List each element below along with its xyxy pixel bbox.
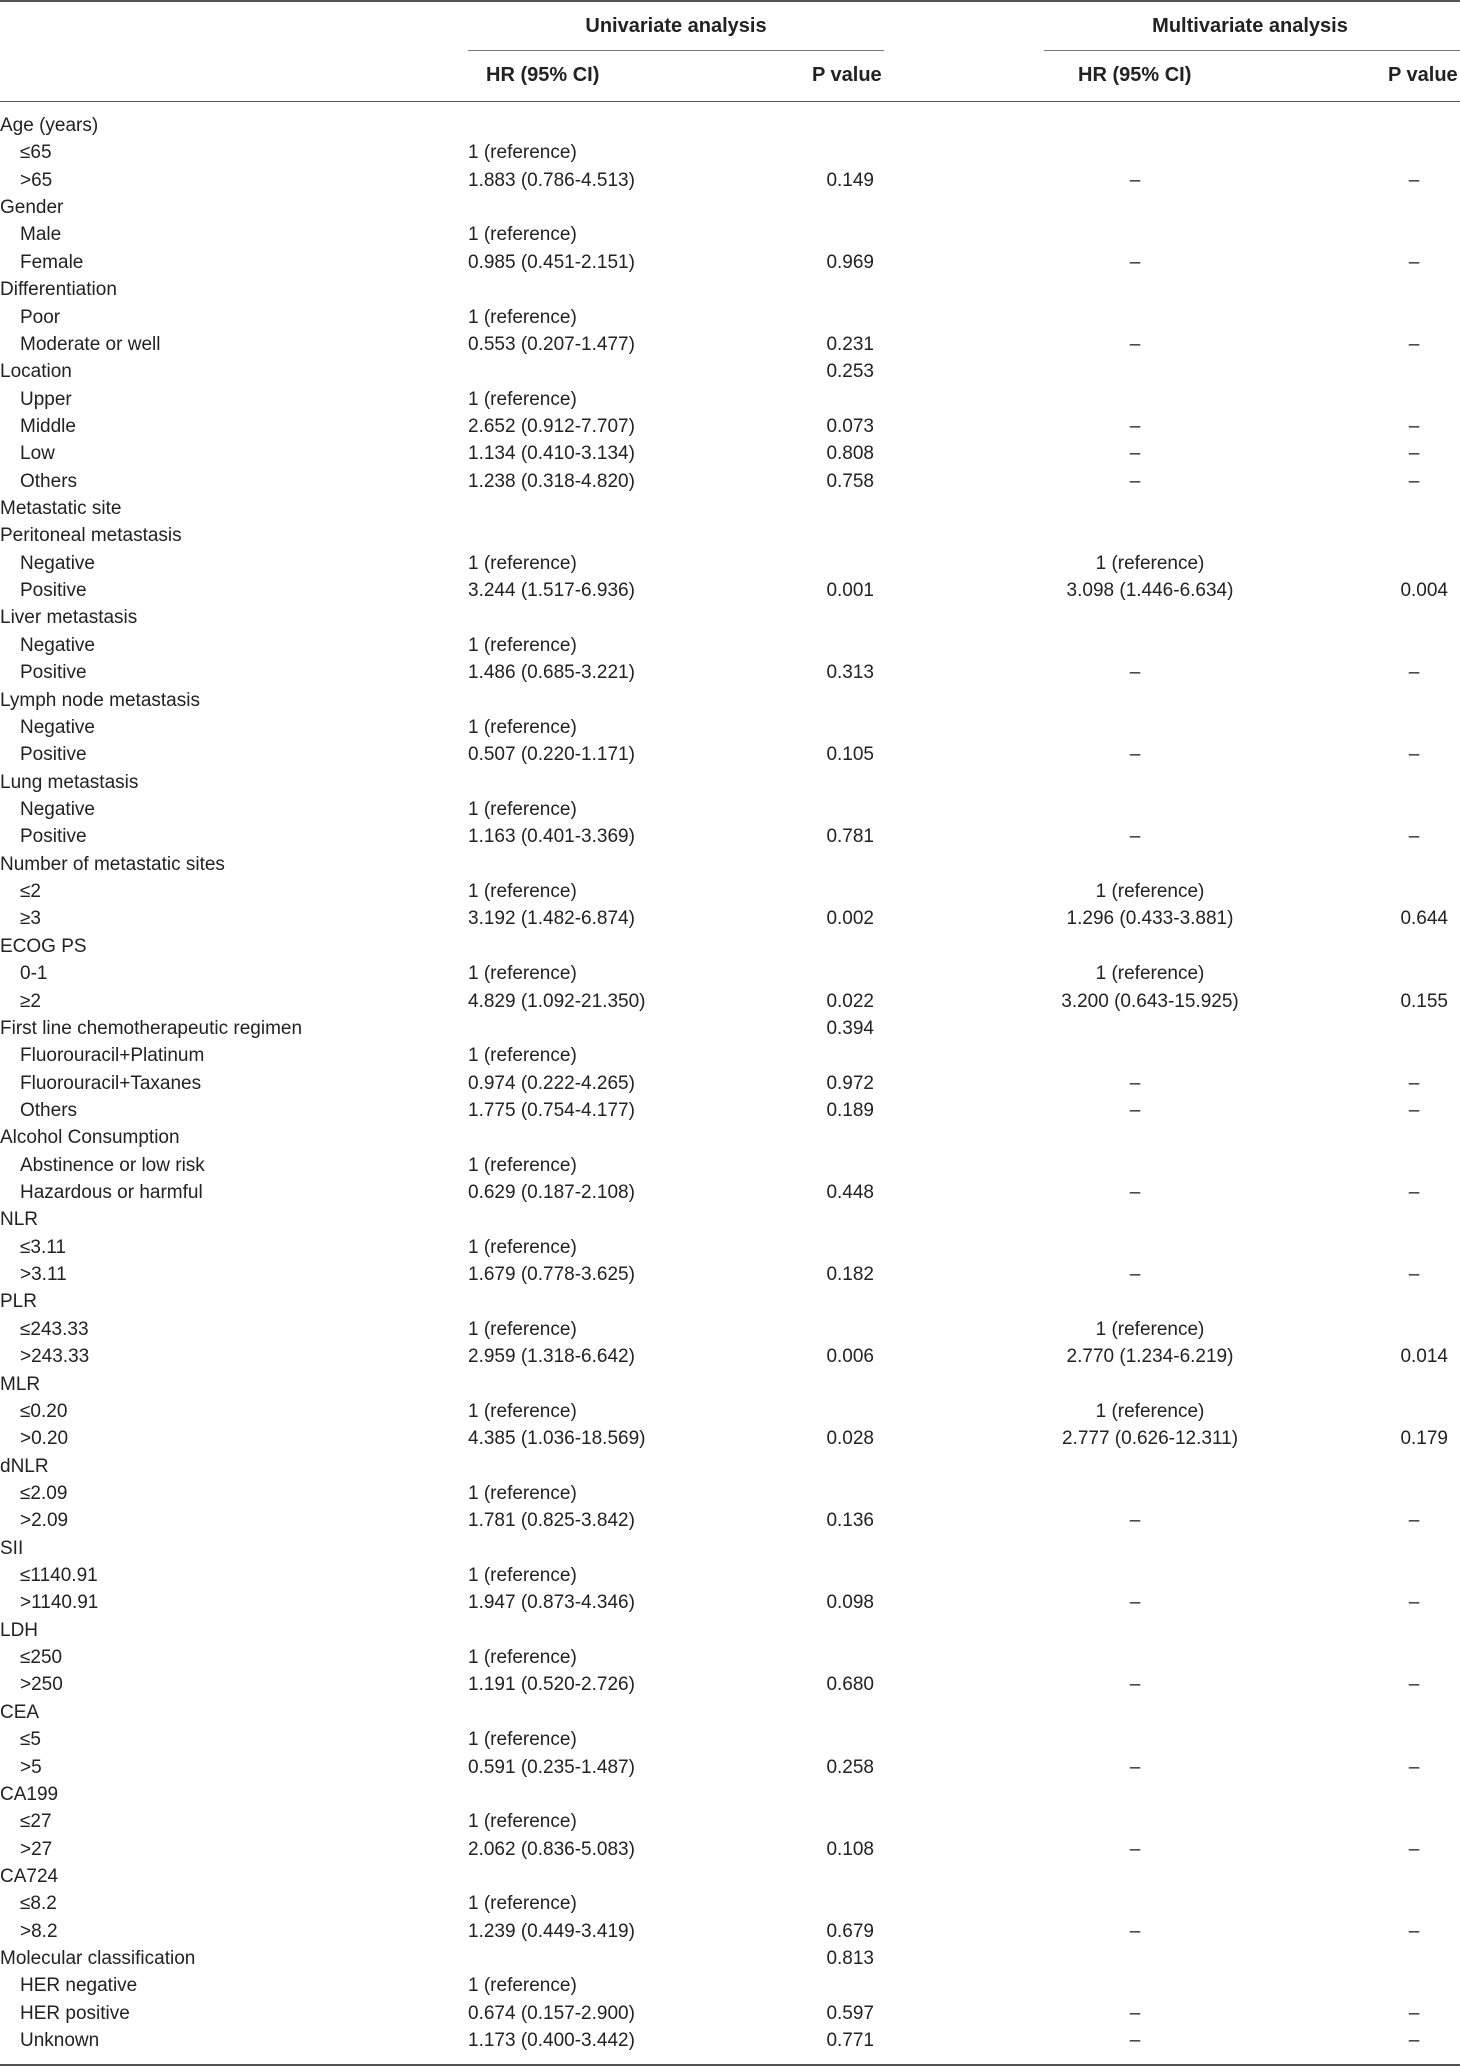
row-label: Negative <box>20 634 95 656</box>
row-label: Low <box>20 443 55 465</box>
row-label: dNLR <box>0 1455 49 1477</box>
multivariate-p-cell: 0.014 <box>1400 1346 1448 1368</box>
table-row-level <box>0 1562 1460 1589</box>
row-label: Middle <box>20 415 76 437</box>
univariate-hr-cell: 4.829 (1.092-21.350) <box>468 990 646 1012</box>
multivariate-p-cell: – <box>1408 1756 1420 1778</box>
row-label: Others <box>20 1099 78 1121</box>
univariate-hr-cell: 0.507 (0.220-1.171) <box>468 744 635 766</box>
table-row-level <box>0 386 1460 413</box>
univariate-hr-cell: 4.385 (1.036-18.569) <box>468 1428 646 1450</box>
table-row-level <box>0 1589 1460 1616</box>
univariate-p-cell: 0.002 <box>826 908 874 930</box>
table-row-variable <box>0 1699 1460 1726</box>
table-row-level <box>0 1918 1460 1945</box>
row-label: ≤2.09 <box>20 1482 68 1504</box>
row-label: >0.20 <box>20 1428 69 1450</box>
row-label: Positive <box>20 744 87 766</box>
multivariate-hr-cell: – <box>1129 1920 1141 1942</box>
row-label: Fluorouracil+Platinum <box>20 1045 205 1067</box>
table-row-level <box>0 1343 1460 1370</box>
table-row-level <box>0 1836 1460 1863</box>
table-row-level <box>0 988 1460 1015</box>
univariate-hr-cell: 1 (reference) <box>468 1647 577 1669</box>
multivariate-p-cell: – <box>1408 1072 1420 1094</box>
univariate-hr-cell: 0.974 (0.222-4.265) <box>468 1072 635 1094</box>
multivariate-p-header: P value <box>1388 64 1458 86</box>
univariate-hr-cell: 1 (reference) <box>468 1975 577 1997</box>
univariate-p-cell: 0.448 <box>826 1182 874 1204</box>
table-row-variable <box>0 522 1460 549</box>
multivariate-hr-cell: – <box>1129 826 1141 848</box>
multivariate-p-cell: – <box>1408 1838 1420 1860</box>
univariate-hr-cell: 1 (reference) <box>468 1811 577 1833</box>
multivariate-p-cell: – <box>1408 1592 1420 1614</box>
multivariate-hr-cell: – <box>1129 2030 1141 2052</box>
multivariate-hr-cell: – <box>1129 1072 1141 1094</box>
table-row-level <box>0 1398 1460 1425</box>
univariate-p-cell: 0.771 <box>826 2030 874 2052</box>
table-row-level <box>0 550 1460 577</box>
univariate-hr-cell: 1.486 (0.685-3.221) <box>468 662 635 684</box>
table-row-variable <box>0 851 1460 878</box>
univariate-hr-cell: 1 (reference) <box>468 388 577 410</box>
row-label: Male <box>20 224 62 246</box>
univariate-hr-cell: 0.629 (0.187-2.108) <box>468 1182 635 1204</box>
row-label: Negative <box>20 798 95 820</box>
top-rule <box>0 0 1460 2</box>
univariate-hr-cell: 1.883 (0.786-4.513) <box>468 169 635 191</box>
multivariate-hr-cell: – <box>1129 1264 1141 1286</box>
row-label: >65 <box>20 169 53 191</box>
row-label: Others <box>20 470 78 492</box>
row-label: Age (years) <box>0 115 99 136</box>
univariate-p-cell: 0.006 <box>826 1346 874 1368</box>
univariate-hr-cell: 2.652 (0.912-7.707) <box>468 415 635 437</box>
multivariate-hr-cell: 1 (reference) <box>1095 1318 1205 1340</box>
row-label: Moderate or well <box>20 333 161 355</box>
row-label: Location <box>0 361 72 383</box>
univariate-hr-cell: 1.239 (0.449-3.419) <box>468 1920 635 1942</box>
univariate-hr-cell: 1.947 (0.873-4.346) <box>468 1592 635 1614</box>
table-row-level <box>0 796 1460 823</box>
univariate-p-cell: 0.001 <box>826 580 874 602</box>
row-label: Negative <box>20 716 95 738</box>
row-label: ≤5 <box>20 1729 41 1751</box>
univariate-hr-cell: 1 (reference) <box>468 1893 577 1915</box>
table-row-variable <box>0 1453 1460 1480</box>
univariate-p-cell: 0.597 <box>826 2002 874 2024</box>
table-row-level <box>0 2027 1460 2054</box>
row-label: MLR <box>0 1373 41 1395</box>
row-label: >27 <box>20 1838 53 1860</box>
table-row-level <box>0 632 1460 659</box>
multivariate-p-cell: – <box>1408 826 1420 848</box>
multivariate-hr-cell: – <box>1129 251 1141 273</box>
univariate-p-cell: 0.231 <box>826 333 874 355</box>
table-row-variable <box>0 1124 1460 1151</box>
multivariate-hr-cell: – <box>1129 333 1141 355</box>
univariate-p-cell: 0.313 <box>826 662 874 684</box>
table-row-variable <box>0 1371 1460 1398</box>
univariate-hr-cell: 1 (reference) <box>468 1154 577 1176</box>
univariate-hr-cell: 1 (reference) <box>468 1318 577 1340</box>
univariate-hr-cell: 1 (reference) <box>468 1565 577 1587</box>
univariate-p-cell: 0.808 <box>826 443 874 465</box>
table-row-variable <box>0 769 1460 796</box>
table-row-level <box>0 440 1460 467</box>
table-row-variable <box>0 1863 1460 1890</box>
multivariate-hr-header: HR (95% CI) <box>1078 64 1192 86</box>
univariate-p-cell: 0.758 <box>826 470 874 492</box>
multivariate-p-cell: – <box>1408 443 1420 465</box>
univariate-p-header: P value <box>812 64 882 86</box>
univariate-header: Univariate analysis <box>585 15 767 37</box>
univariate-p-cell: 0.182 <box>826 1264 874 1286</box>
table-row-level <box>0 905 1460 932</box>
row-label: ≤3.11 <box>20 1236 66 1258</box>
table-row-level <box>0 304 1460 331</box>
multivariate-p-cell: – <box>1408 333 1420 355</box>
multivariate-hr-cell: – <box>1129 1756 1141 1778</box>
univariate-hr-cell: 1 (reference) <box>468 798 577 820</box>
univariate-hr-cell: 1.163 (0.401-3.369) <box>468 826 635 848</box>
row-label: Lymph node metastasis <box>0 689 200 711</box>
multivariate-hr-cell: 1 (reference) <box>1095 1400 1205 1422</box>
univariate-hr-cell: 0.674 (0.157-2.900) <box>468 2002 635 2024</box>
univariate-p-cell: 0.969 <box>826 251 874 273</box>
univariate-p-cell: 0.394 <box>826 1017 874 1039</box>
multivariate-p-cell: – <box>1408 1264 1420 1286</box>
row-label: Negative <box>20 552 95 574</box>
table-row-level <box>0 1671 1460 1698</box>
multivariate-p-cell: – <box>1408 1510 1420 1532</box>
row-label: First line chemotherapeutic regimen <box>0 1017 303 1039</box>
table-row-variable <box>0 1781 1460 1808</box>
univariate-hr-header: HR (95% CI) <box>486 64 600 86</box>
multivariate-p-cell: – <box>1408 744 1420 766</box>
multivariate-hr-cell: – <box>1129 470 1141 492</box>
table-row-level <box>0 1507 1460 1534</box>
table-row-level <box>0 331 1460 358</box>
univariate-p-cell: 0.680 <box>826 1674 874 1696</box>
table-row-level <box>0 823 1460 850</box>
row-label: Abstinence or low risk <box>20 1154 205 1176</box>
row-label: >243.33 <box>20 1346 90 1368</box>
row-label: SII <box>0 1537 24 1559</box>
multivariate-p-cell: 0.644 <box>1400 908 1448 930</box>
row-label: CA724 <box>0 1866 59 1887</box>
row-label: ≤8.2 <box>20 1893 57 1915</box>
row-label: Upper <box>20 388 72 410</box>
multivariate-rule <box>1044 50 1460 51</box>
table-row-level <box>0 1726 1460 1753</box>
univariate-hr-cell: 1 (reference) <box>468 1482 577 1504</box>
univariate-hr-cell: 3.192 (1.482-6.874) <box>468 908 635 930</box>
row-label: Positive <box>20 580 87 602</box>
univariate-hr-cell: 1.679 (0.778-3.625) <box>468 1264 635 1286</box>
univariate-hr-cell: 1.775 (0.754-4.177) <box>468 1099 635 1121</box>
multivariate-hr-cell: – <box>1129 2002 1141 2024</box>
multivariate-p-cell: 0.004 <box>1400 580 1448 602</box>
univariate-p-cell: 0.189 <box>826 1099 874 1121</box>
univariate-rule <box>468 50 884 51</box>
table-row-level <box>0 1480 1460 1507</box>
multivariate-hr-cell: – <box>1129 1510 1141 1532</box>
univariate-p-cell: 0.149 <box>826 169 874 191</box>
univariate-hr-cell: 1.238 (0.318-4.820) <box>468 470 635 492</box>
table-row-level <box>0 577 1460 604</box>
univariate-hr-cell: 1 (reference) <box>468 963 577 985</box>
multivariate-p-cell: 0.179 <box>1400 1428 1448 1450</box>
table-row-level <box>0 1261 1460 1288</box>
multivariate-header: Multivariate analysis <box>1152 15 1348 37</box>
table-row-variable <box>0 1015 1460 1042</box>
multivariate-p-cell: – <box>1408 1182 1420 1204</box>
table-row-level <box>0 167 1460 194</box>
univariate-p-cell: 0.108 <box>826 1838 874 1860</box>
multivariate-hr-cell: 1.296 (0.433-3.881) <box>1066 908 1234 930</box>
univariate-hr-cell: 0.591 (0.235-1.487) <box>468 1756 635 1778</box>
row-label: >8.2 <box>20 1920 58 1942</box>
table-row-level <box>0 659 1460 686</box>
row-label: >2.09 <box>20 1510 69 1532</box>
multivariate-hr-cell: 1 (reference) <box>1095 552 1205 574</box>
row-label: >3.11 <box>20 1264 67 1286</box>
row-label: Gender <box>0 197 64 219</box>
row-label: >5 <box>20 1756 42 1778</box>
multivariate-p-cell: – <box>1408 470 1420 492</box>
univariate-hr-cell: 1.134 (0.410-3.134) <box>468 443 635 465</box>
table-row-level <box>0 413 1460 440</box>
univariate-hr-cell: 1.781 (0.825-3.842) <box>468 1510 635 1532</box>
multivariate-p-cell: – <box>1408 1674 1420 1696</box>
row-label: Positive <box>20 662 87 684</box>
multivariate-hr-cell: – <box>1129 744 1141 766</box>
multivariate-hr-cell: – <box>1129 169 1141 191</box>
univariate-hr-cell: 3.244 (1.517-6.936) <box>468 580 635 602</box>
row-label: >250 <box>20 1674 63 1696</box>
table-row-variable <box>0 1945 1460 1972</box>
row-label: Female <box>20 251 84 273</box>
row-label: Positive <box>20 826 87 848</box>
table-row-variable <box>0 276 1460 303</box>
univariate-hr-cell: 1 (reference) <box>468 224 577 246</box>
table-row-level <box>0 1070 1460 1097</box>
univariate-p-cell: 0.028 <box>826 1428 874 1450</box>
multivariate-p-cell: – <box>1408 2030 1420 2052</box>
table-row-variable <box>0 1206 1460 1233</box>
row-label: Number of metastatic sites <box>0 853 225 875</box>
row-label: ≤2 <box>20 881 41 903</box>
row-label: ≤0.20 <box>20 1400 68 1422</box>
multivariate-p-cell: – <box>1408 662 1420 684</box>
table-row-variable <box>0 194 1460 221</box>
row-label: ECOG PS <box>0 935 87 957</box>
row-label: Hazardous or harmful <box>20 1182 203 1204</box>
multivariate-hr-cell: – <box>1129 662 1141 684</box>
table-row-level <box>0 1754 1460 1781</box>
row-label: ≥3 <box>20 908 41 930</box>
row-label: 0-1 <box>20 963 48 985</box>
univariate-p-cell: 0.813 <box>826 1948 874 1970</box>
multivariate-hr-cell: 3.098 (1.446-6.634) <box>1066 580 1234 602</box>
multivariate-hr-cell: 2.777 (0.626-12.311) <box>1061 1428 1239 1450</box>
univariate-hr-cell: 1 (reference) <box>468 634 577 656</box>
row-label: Fluorouracil+Taxanes <box>20 1072 202 1094</box>
table-row-level <box>0 1890 1460 1917</box>
multivariate-p-cell: – <box>1408 1920 1420 1942</box>
row-label: CA199 <box>0 1783 59 1805</box>
table-row-variable <box>0 604 1460 631</box>
row-label: Alcohol Consumption <box>0 1127 180 1149</box>
row-label: Peritoneal metastasis <box>0 525 182 547</box>
row-label: >1140.91 <box>20 1592 99 1614</box>
multivariate-hr-cell: 2.770 (1.234-6.219) <box>1066 1346 1234 1368</box>
table-row-level <box>0 1316 1460 1343</box>
row-label: Differentiation <box>0 279 117 301</box>
table-row-level <box>0 878 1460 905</box>
table-row-level <box>0 2000 1460 2027</box>
table-row-level <box>0 221 1460 248</box>
table-row-variable <box>0 1535 1460 1562</box>
row-label: ≤1140.91 <box>20 1565 98 1587</box>
multivariate-hr-cell: – <box>1129 1592 1141 1614</box>
univariate-hr-cell: 1 (reference) <box>468 1045 577 1067</box>
univariate-hr-cell: 1.191 (0.520-2.726) <box>468 1674 635 1696</box>
table-row-level <box>0 139 1460 166</box>
univariate-hr-cell: 2.062 (0.836-5.083) <box>468 1838 635 1860</box>
table-row-level <box>0 468 1460 495</box>
univariate-hr-cell: 2.959 (1.318-6.642) <box>468 1346 635 1368</box>
row-label: ≤243.33 <box>20 1318 89 1340</box>
univariate-p-cell: 0.679 <box>826 1920 874 1942</box>
univariate-p-cell: 0.781 <box>826 826 874 848</box>
row-label: Poor <box>20 306 61 328</box>
univariate-p-cell: 0.073 <box>826 415 874 437</box>
univariate-p-cell: 0.098 <box>826 1592 874 1614</box>
multivariate-hr-cell: 1 (reference) <box>1095 881 1205 903</box>
multivariate-hr-cell: 1 (reference) <box>1095 963 1205 985</box>
multivariate-hr-cell: 3.200 (0.643-15.925) <box>1061 990 1239 1012</box>
table-row-level <box>0 1972 1460 1999</box>
multivariate-p-cell: – <box>1408 169 1420 191</box>
table-body <box>0 112 1460 2055</box>
univariate-p-cell: 0.022 <box>826 990 874 1012</box>
table-row-level <box>0 1152 1460 1179</box>
row-label: Metastatic site <box>0 498 122 520</box>
table-row-variable <box>0 933 1460 960</box>
univariate-hr-cell: 0.985 (0.451-2.151) <box>468 251 635 273</box>
table-row-level <box>0 714 1460 741</box>
multivariate-hr-cell: – <box>1129 1182 1141 1204</box>
multivariate-p-cell: – <box>1408 2002 1420 2024</box>
row-label: NLR <box>0 1209 39 1231</box>
row-label: HER negative <box>20 1975 138 1997</box>
table-row-level <box>0 1097 1460 1124</box>
table-row-level <box>0 1808 1460 1835</box>
table-row-level <box>0 1179 1460 1206</box>
univariate-hr-cell: 1.173 (0.400-3.442) <box>468 2030 635 2052</box>
multivariate-p-cell: – <box>1408 251 1420 273</box>
table-row-level <box>0 1425 1460 1452</box>
row-label: LDH <box>0 1619 39 1641</box>
univariate-p-cell: 0.972 <box>826 1072 874 1094</box>
univariate-hr-cell: 1 (reference) <box>468 552 577 574</box>
multivariate-hr-cell: – <box>1129 1099 1141 1121</box>
row-label: HER positive <box>20 2002 130 2024</box>
table-row-level <box>0 1234 1460 1261</box>
table-row-variable <box>0 1288 1460 1315</box>
row-label: CEA <box>0 1701 40 1723</box>
row-label: ≤27 <box>20 1811 52 1833</box>
univariate-hr-cell: 1 (reference) <box>468 306 577 328</box>
univariate-hr-cell: 0.553 (0.207-1.477) <box>468 333 635 355</box>
row-label: ≤250 <box>20 1647 63 1669</box>
table-row-variable <box>0 687 1460 714</box>
multivariate-p-cell: – <box>1408 1099 1420 1121</box>
multivariate-hr-cell: – <box>1129 1838 1141 1860</box>
univariate-hr-cell: 1 (reference) <box>468 716 577 738</box>
univariate-hr-cell: 1 (reference) <box>468 881 577 903</box>
row-label: ≤65 <box>20 142 52 164</box>
header-rule <box>0 101 1460 102</box>
univariate-hr-cell: 1 (reference) <box>468 1236 577 1258</box>
row-label: ≥2 <box>20 990 41 1012</box>
univariate-p-cell: 0.253 <box>826 361 874 383</box>
univariate-hr-cell: 1 (reference) <box>468 1400 577 1422</box>
univariate-hr-cell: 1 (reference) <box>468 1729 577 1751</box>
multivariate-hr-cell: – <box>1129 443 1141 465</box>
row-label: PLR <box>0 1291 37 1313</box>
multivariate-p-cell: – <box>1408 415 1420 437</box>
table-row-level <box>0 1644 1460 1671</box>
table-row-variable <box>0 112 1460 139</box>
table-row-level <box>0 960 1460 987</box>
multivariate-hr-cell: – <box>1129 1674 1141 1696</box>
univariate-p-cell: 0.136 <box>826 1510 874 1532</box>
row-label: Lung metastasis <box>0 771 139 793</box>
row-label: Liver metastasis <box>0 607 138 629</box>
bottom-rule <box>0 2064 1460 2066</box>
table-row-variable <box>0 1617 1460 1644</box>
table-row-level <box>0 741 1460 768</box>
table-row-variable <box>0 495 1460 522</box>
table-row-variable <box>0 358 1460 385</box>
univariate-p-cell: 0.258 <box>826 1756 874 1778</box>
table-row-level <box>0 249 1460 276</box>
row-label: Molecular classification <box>0 1948 196 1970</box>
row-label: Unknown <box>20 2030 100 2052</box>
univariate-p-cell: 0.105 <box>826 744 874 766</box>
multivariate-hr-cell: – <box>1129 415 1141 437</box>
table-row-level <box>0 1042 1460 1069</box>
univariate-hr-cell: 1 (reference) <box>468 142 577 164</box>
multivariate-p-cell: 0.155 <box>1400 990 1448 1012</box>
